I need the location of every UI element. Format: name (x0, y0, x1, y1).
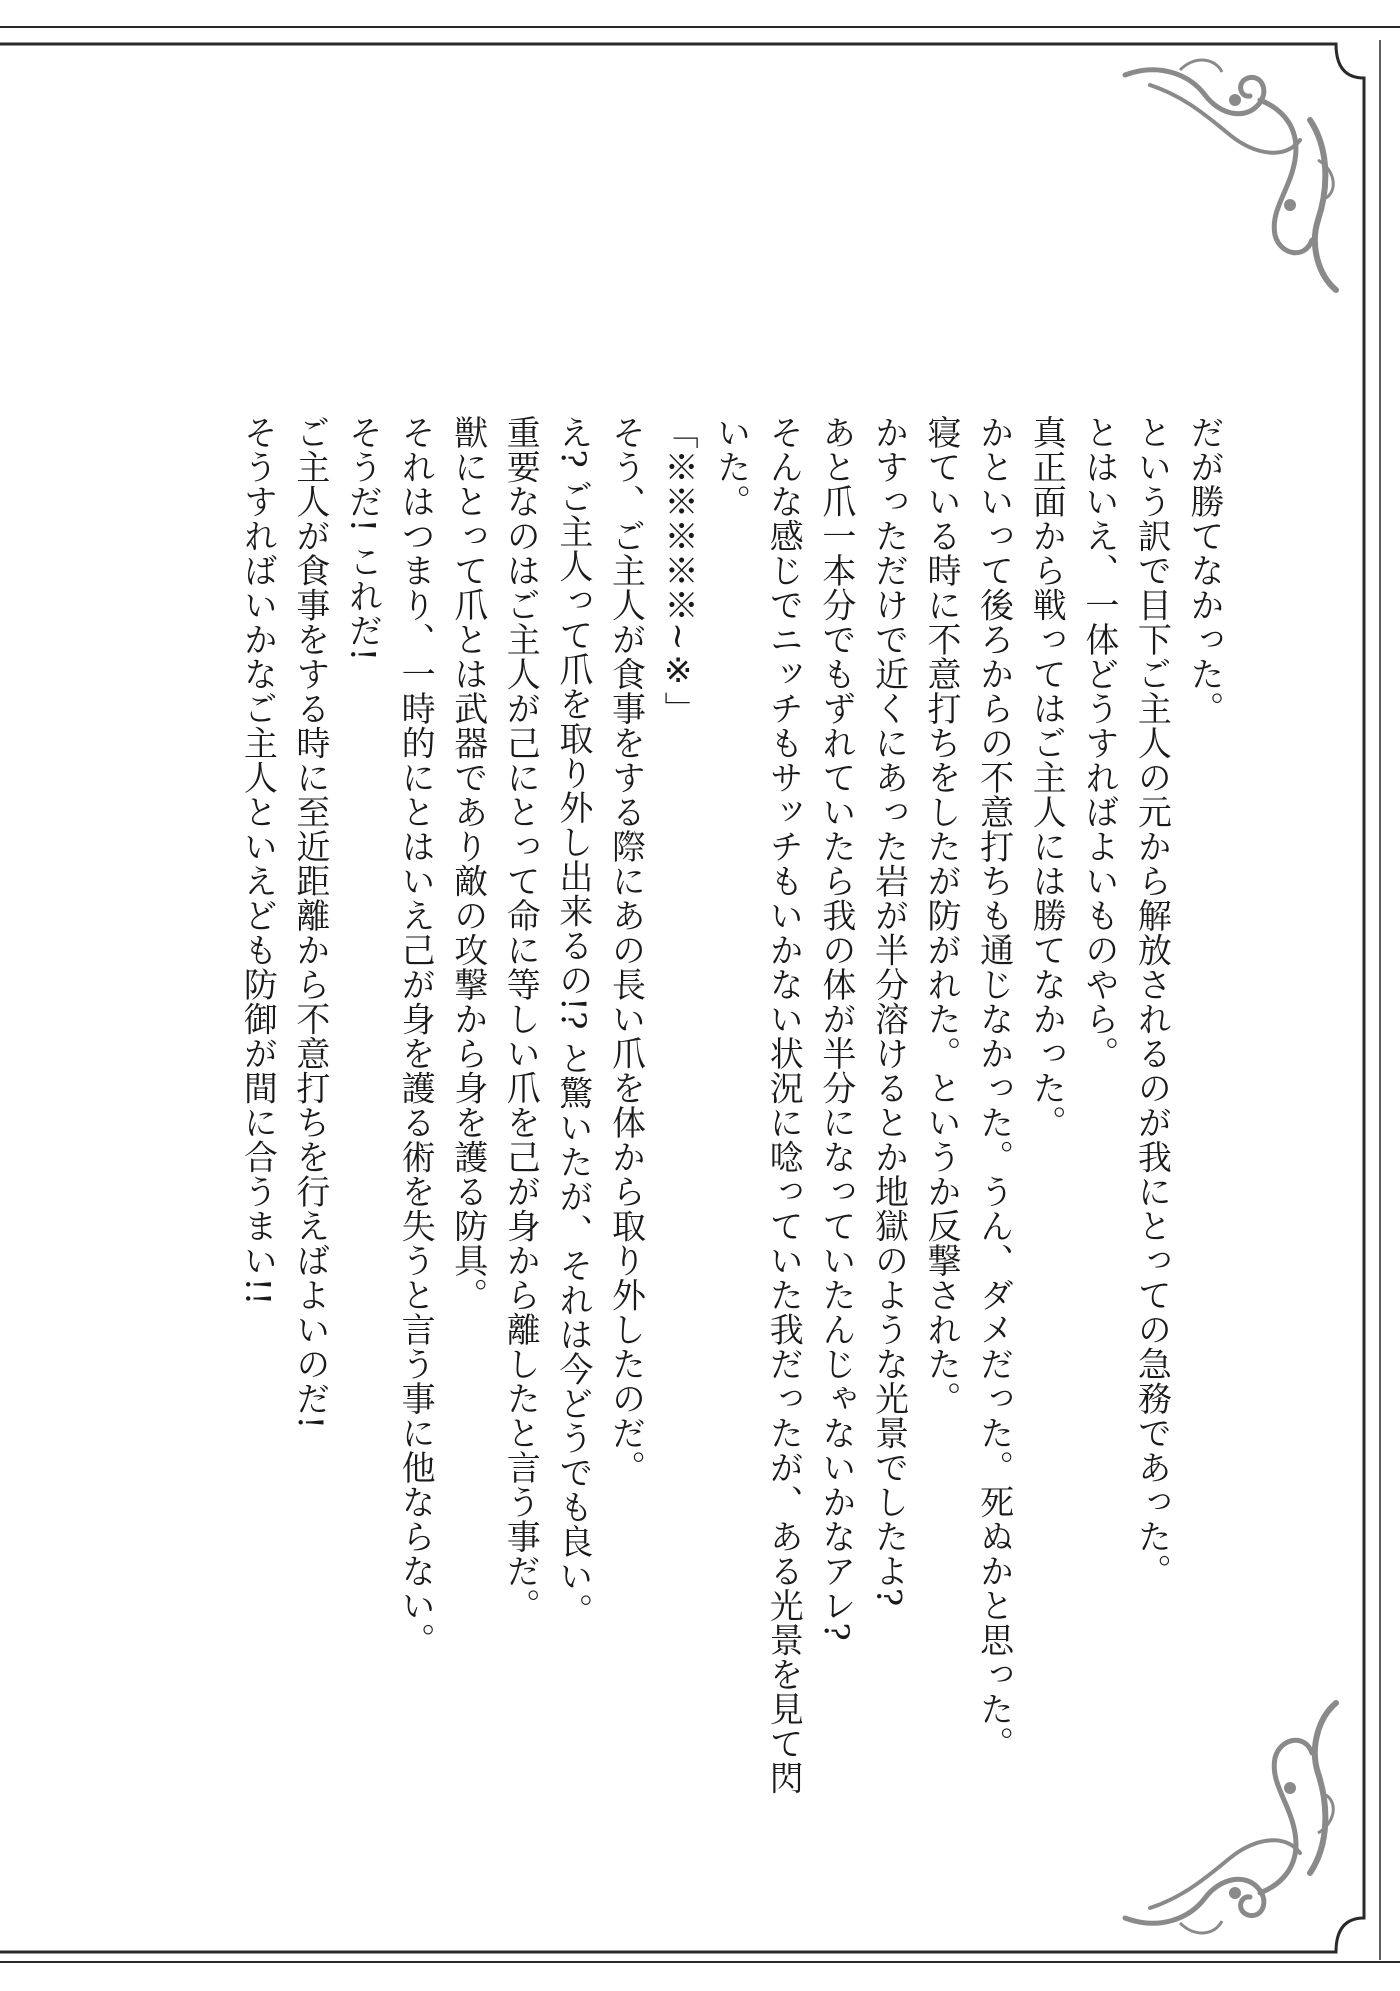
text-line: そうすればいかなご主人といえども防御が間に合うまい!! (237, 415, 278, 1306)
text-line: 獣にとって爪とは武器であり敵の攻撃から身を護る防具。 (447, 415, 488, 1312)
text-line: ご主人が食事をする時に至近距離から不意打ちを行えばよいのだ! (289, 415, 330, 1430)
text-line: あと爪一本分でもずれていたら我の体が半分になっていたんじゃないかなアレ? (815, 415, 856, 1642)
text-line: そうだ! これだ! (342, 415, 383, 662)
text-line: かといって後ろからの不意打ちも通じなかった。うん、ダメだった。死ぬかと思った。 (973, 415, 1014, 1761)
text-line: そう、ご主人が食事をする際にあの長い爪を体から取り外したのだ。 (605, 415, 646, 1485)
text-line: そんな感じでニッチもサッチもいかない状況に唸っていた我だったが、ある光景を見て閃いた。 (710, 415, 804, 1795)
ornament-top-right (1125, 60, 1336, 290)
text-line: かすっただけで近くにあった岩が半分溶けるとか地獄のような光景でしたよ? (868, 415, 909, 1607)
text-line: だが勝てなかった。 (1184, 415, 1224, 726)
text-line: 重要なのはご主人が己にとって命に等しい爪を己が身から離したと言う事だ。 (500, 415, 541, 1623)
text-line: 寝ている時に不意打ちをしたが防がれた。というか反撃された。 (921, 415, 962, 1416)
text-line: という訳で目下ご主人の元から解放されるのが我にとっての急務であった。 (1131, 415, 1172, 1588)
vertical-text-body (170, 415, 1230, 1795)
text-line: 「※※※※※~※」 (658, 415, 699, 726)
text-line: それはつまり、一時的にとはいえ己が身を護る術を失うと言う事に他ならない。 (395, 415, 436, 1657)
text-line: 真正面から戦ってはご主人には勝てなかった。 (1026, 415, 1067, 1140)
text-line: とはいえ、一体どうすればよいものやら。 (1078, 415, 1119, 1071)
text-line: え? ご主人って爪を取り外し出来るの!? と驚いたが、それは今どうでも良い。 (552, 415, 593, 1628)
